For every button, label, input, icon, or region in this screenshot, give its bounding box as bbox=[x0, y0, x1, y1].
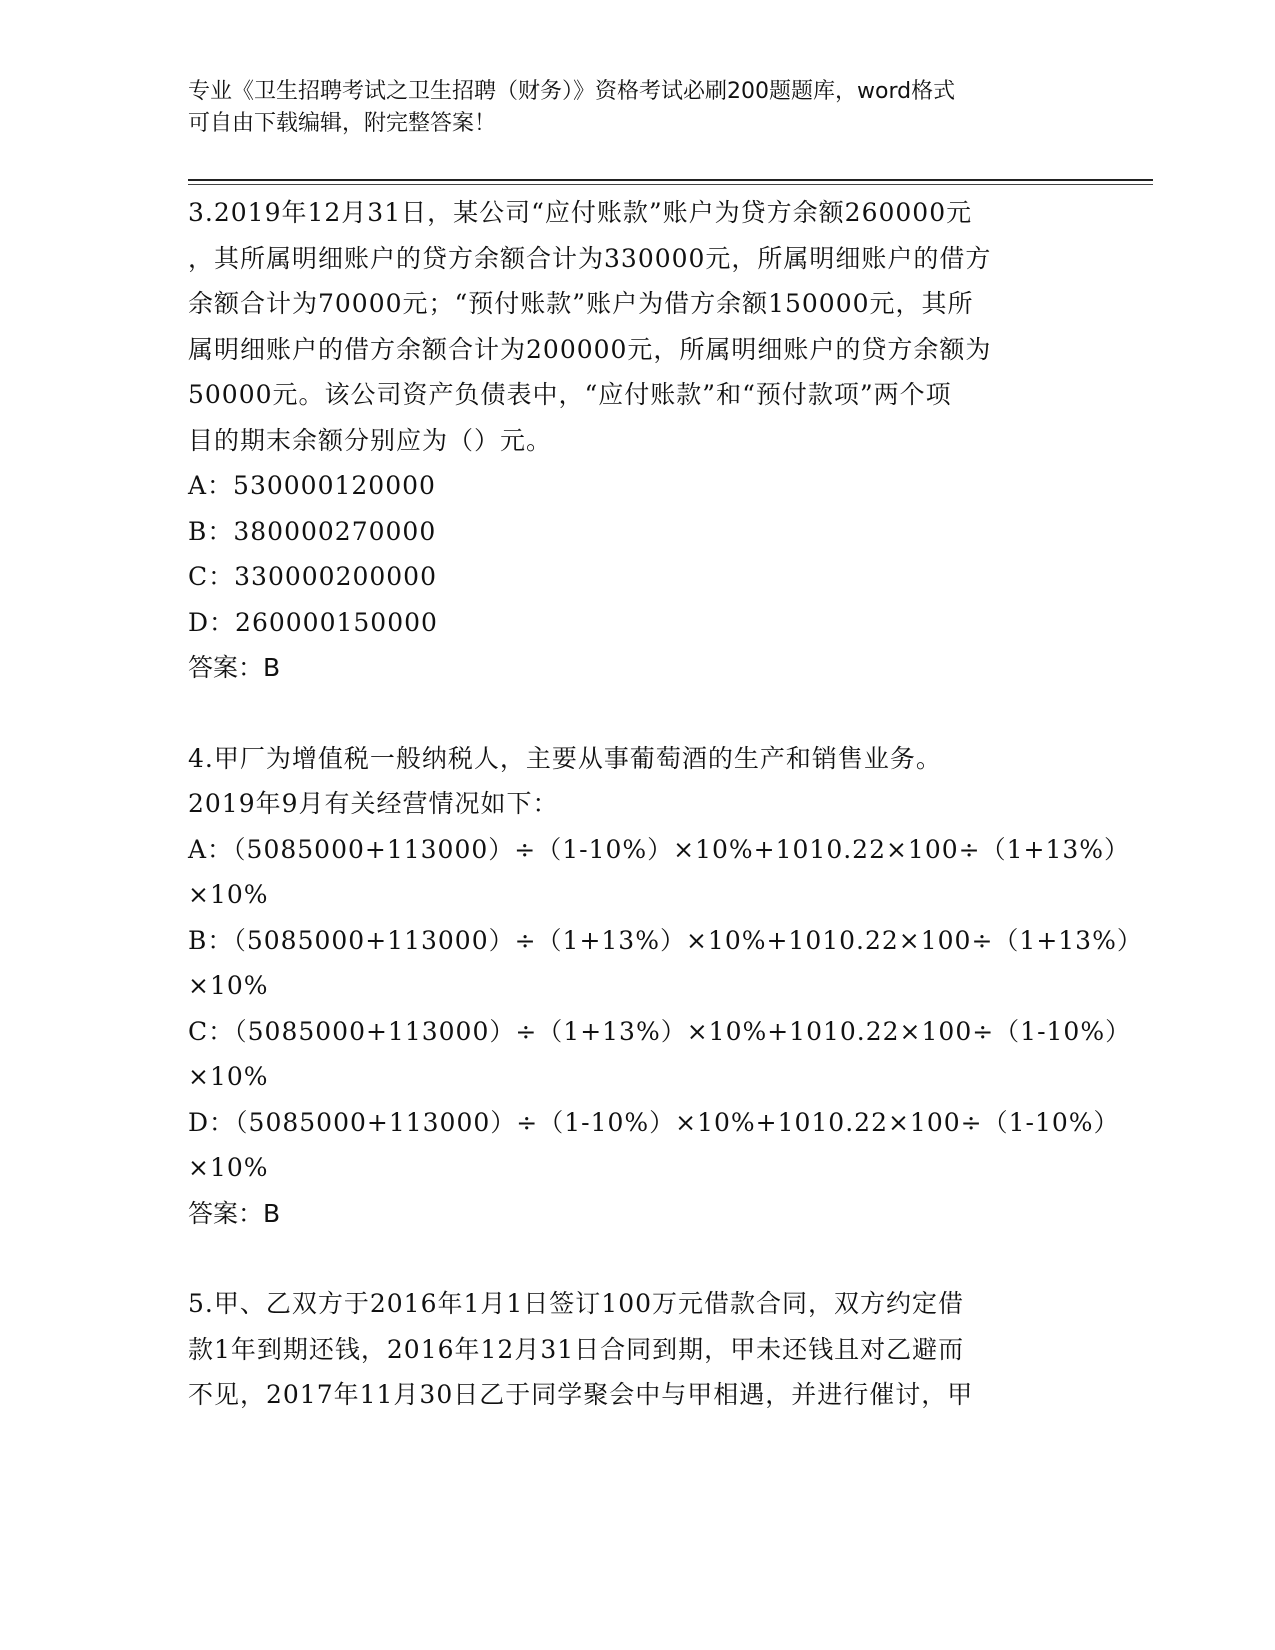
question-4-option-b: B：（5085000+113000）÷（1+13%）×10%+1010.22×100÷（1+13%） bbox=[188, 925, 1143, 955]
header-divider-thin bbox=[188, 184, 1153, 185]
question-3 bbox=[188, 190, 1088, 691]
question-4-option-b-cont: ×10% bbox=[188, 971, 269, 1000]
question-3-option-a: A：530000120000 bbox=[188, 471, 436, 500]
header-line-2: 可自由下载编辑，附完整答案！ bbox=[188, 111, 497, 136]
question-3-text-line: 属明细账户的借方余额合计为200000元，所属明细账户的贷方余额为 bbox=[188, 334, 992, 364]
question-4-option-c: C：（5085000+113000）÷（1+13%）×10%+1010.22×100÷（1-10%） bbox=[188, 1016, 1132, 1046]
question-4-text-line: 2019年9月有关经营情况如下： bbox=[188, 789, 559, 818]
question-3-text-line: 目的期末余额分别应为（）元。 bbox=[188, 425, 553, 455]
question-3-text-line: 余额合计为70000元；“预付账款”账户为借方余额150000元，其所 bbox=[188, 289, 974, 318]
header-line-1: 专业《卫生招聘考试之卫生招聘（财务）》资格考试必刷200题题库，word格式 bbox=[188, 79, 956, 104]
question-4 bbox=[188, 736, 1143, 1237]
question-spacer bbox=[188, 691, 1088, 736]
question-3-text-line: 50000元。该公司资产负债表中，“应付账款”和“预付款项”两个项 bbox=[188, 380, 952, 409]
question-4-answer: 答案：B bbox=[188, 1198, 281, 1228]
question-3-text-line: ，其所属明细账户的贷方余额合计为330000元，所属明细账户的借方 bbox=[188, 243, 992, 273]
question-3-answer: 答案：B bbox=[188, 653, 281, 682]
question-4-option-d-cont: ×10% bbox=[188, 1153, 269, 1182]
question-3-option-c: C：330000200000 bbox=[188, 562, 437, 591]
question-5-text-line: 款1年到期还钱，2016年12月31日合同到期，甲未还钱且对乙避而 bbox=[188, 1334, 965, 1364]
header-divider-thick bbox=[188, 179, 1153, 181]
question-4-option-a-cont: ×10% bbox=[188, 880, 269, 909]
question-5-text-line: 5.甲、乙双方于2016年1月1日签订100万元借款合同，双方约定借 bbox=[188, 1289, 965, 1318]
question-3-text-line: 3.2019年12月31日，某公司“应付账款”账户为贷方余额260000元 bbox=[188, 198, 973, 227]
question-4-text-line: 4.甲厂为增值税一般纳税人，主要从事葡萄酒的生产和销售业务。 bbox=[188, 743, 942, 773]
question-4-option-c-cont: ×10% bbox=[188, 1062, 269, 1091]
question-5 bbox=[188, 1281, 1088, 1418]
question-4-option-d: D：（5085000+113000）÷（1-10%）×10%+1010.22×100÷（1-10%） bbox=[188, 1107, 1120, 1137]
question-5-text-line: 不见，2017年11月30日乙于同学聚会中与甲相遇，并进行催讨，甲 bbox=[188, 1380, 974, 1409]
question-3-option-b: B：380000270000 bbox=[188, 516, 437, 546]
document-body bbox=[188, 190, 1143, 1418]
document-header bbox=[188, 76, 1088, 140]
question-spacer bbox=[188, 1236, 1088, 1281]
question-3-option-d: D：260000150000 bbox=[188, 607, 438, 637]
question-4-option-a: A：（5085000+113000）÷（1-10%）×10%+1010.22×100÷（1+13%） bbox=[188, 834, 1131, 864]
